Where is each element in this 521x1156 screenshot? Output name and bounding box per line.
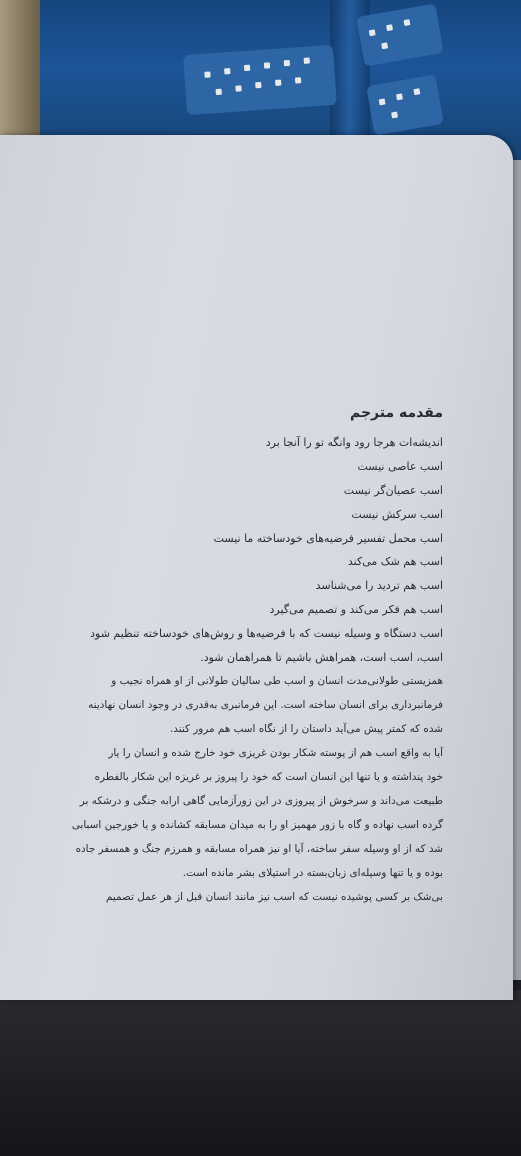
paragraph-line: شد که از او وسیله سفر ساخته، آیا او نیز همراه مسابقه و همرزم جنگ و همسفر جاده [75, 843, 443, 855]
page-heading: مقدمه مترجم [349, 405, 443, 421]
poem-line: اسب محمل تفسیر فرضیه‌های خودساخته ما نیست [213, 532, 443, 545]
poem-line: اسب هم فکر می‌کند و تصمیم می‌گیرد [269, 603, 443, 616]
poem-line: اسب عاصی نیست [357, 460, 443, 473]
poem-line: اسب سرکش نیست [351, 508, 443, 521]
poem-line: اسب عصیان‌گر نیست [343, 484, 443, 497]
poem-line: اسب هم شک می‌کند [347, 555, 443, 568]
paragraph-line: آیا به واقع اسب هم از پوسته شکار بودن غریزی خود خارج شده و انسان را یار [108, 747, 443, 759]
paragraph-line: همزیستی طولانی‌مدت انسان و اسب طی سالیان طولانی از او همراه نجیب و [111, 675, 443, 687]
poem-line: اسب هم تردید را می‌شناسد [315, 579, 443, 592]
seat-edge [0, 0, 40, 150]
paragraph-line: طبیعت می‌داند و سرخوش از پیروزی در این زورآزمایی گاهی ارابه جنگی و درشکه بر [79, 795, 443, 807]
fabric-pattern-band [183, 45, 337, 115]
shoe [0, 990, 521, 1156]
paragraph-line: شده که کمتر پیش می‌آید داستان را از نگاه اسب هم مرور کنند. [169, 723, 443, 735]
fabric-pattern-band [366, 74, 444, 135]
paragraph-line: بوده و یا تنها وسیله‌ای زبان‌بسته در استیلای بشر مانده است. [182, 867, 443, 879]
poem-line: اسب دستگاه و وسیله نیست که با فرضیه‌ها و روش‌های خودساخته تنظیم شود [90, 627, 443, 640]
paragraph-line: بی‌شک بر کسی پوشیده نیست که اسب نیز مانند انسان قبل از هر عمل تصمیم [105, 891, 443, 903]
paragraph-line: گرده اسب نهاده و گاه با زور مهمیز او را به میدان مسابقه کشانده و یا خورجین اسبابی [71, 819, 443, 831]
paragraph-line: فرمانبرداری برای انسان ساخته است. این فرمانبری به‌قدری در وجود انسان نهادینه [88, 699, 443, 711]
paragraph-line: خود پنداشته و یا تنها این انسان است که خود را پیروز بر غریزه این شکار بالفطره [94, 771, 443, 783]
poem-line: اندیشه‌ات هرجا رود وانگه تو را آنجا برد [265, 436, 443, 449]
poem-line: اسب، اسب است، همراهش باشیم تا همراهمان شود. [200, 651, 443, 664]
